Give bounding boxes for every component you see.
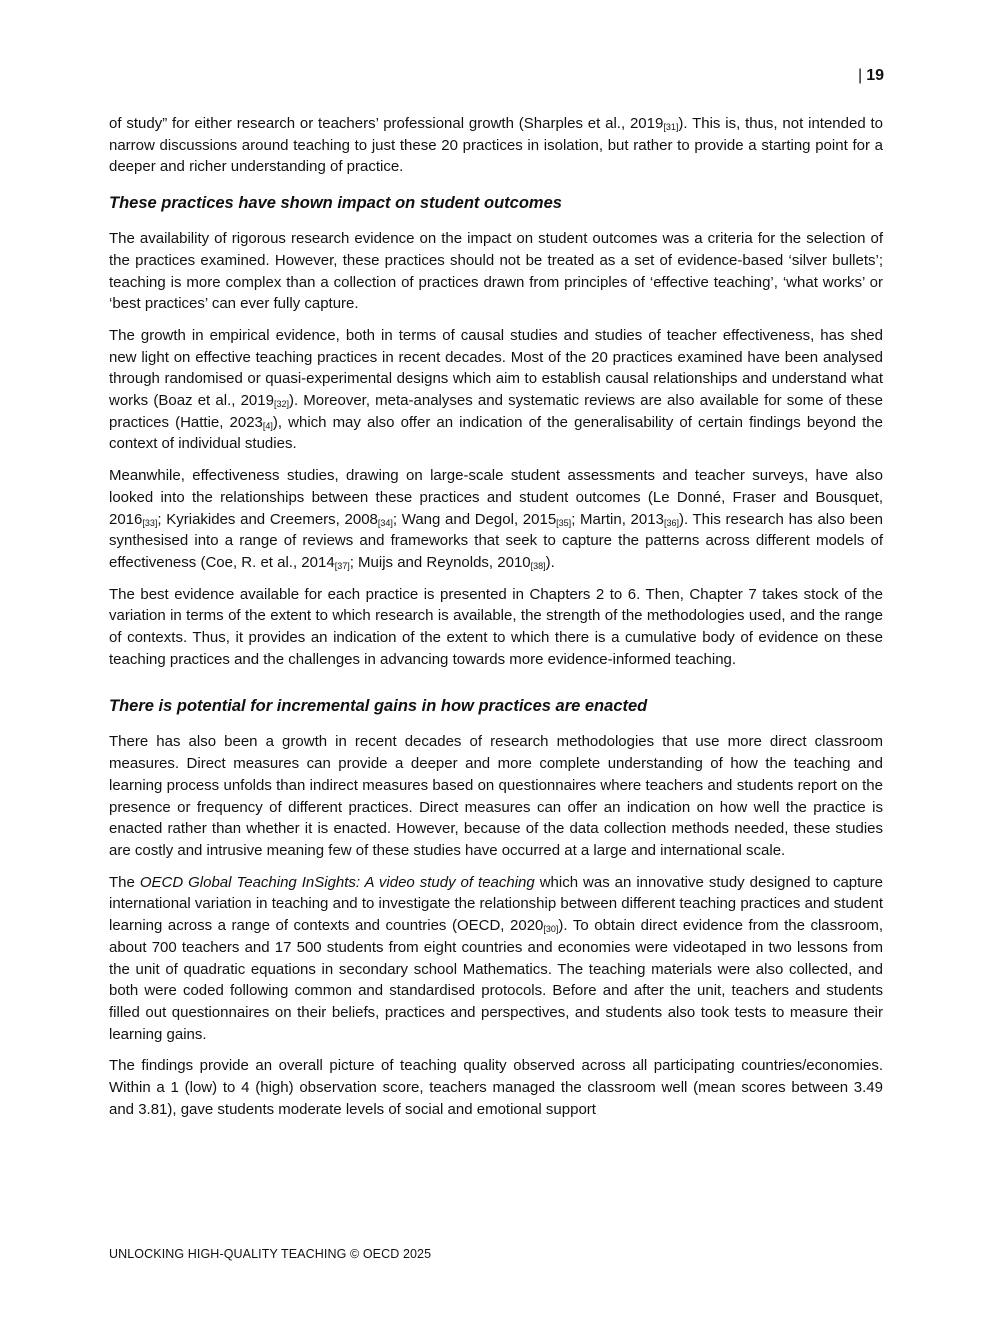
paragraph-6: There has also been a growth in recent decades of research methodologies that use more direct classroom measures. Direct measures can provide a deeper and more complete understanding of how the teaching and learning process unfolds than indirect measures based on questionnaires where teachers and students report on the presence or frequency of different practices. Direct measures can offer an indication on how well the practice is enacted rather than whether it is enacted. However, because of the data collection methods needed, these studies are costly and intrusive meaning few of these studies have occurred at a large and international scale. [109,733,883,859]
citation-ref[interactable]: [4] [262,420,273,431]
paragraph-4: Meanwhile, effectiveness studies, drawing on large-scale student assessments and teacher surveys, have also looked into the relationships between these practices and student outcomes (Le Donné, Fraser and Bousquet, $2016_{[33]}$; Kyriakides and Creemers, $2008_{[34]}$; Wang and Degol, $2015_{[35]}$; Martin, $2013_{[36]}$). This research has also been synthesised into a range of reviews and frameworks that seek to capture the patterns across different models of effectiveness (Coe, R. et al., $2014_{[37]}$; Muijs and Reynolds, $2010_{[38]}$). [109,467,884,571]
page-footer: UNLOCKING HIGH-QUALITY TEACHING © OECD 2025 [109,1247,432,1261]
paragraph-5: The best evidence available for each practice is presented in Chapters 2 to 6. Then, Chapter 7 takes stock of the variation in terms of the extent to which research is available, the strength of the methodologies used, and the range of contexts. Thus, it provides an indication of the extent to which there is a cumulative body of evidence on these teaching practices and the challenges in advancing towards more evidence-informed teaching. [109,585,883,668]
paragraph-8: The findings provide an overall picture of teaching quality observed across all participating countries/economies. Within a 1 (low) to 4 (high) observation score, teachers managed the classroom well (mean scores between 3.49 and 3.81), gave students moderate levels of social and emotional support [109,1057,883,1118]
page-body [109,113,883,1130]
citation-ref[interactable]: [30] [543,924,559,935]
paragraph-2: The availability of rigorous research evidence on the impact on student outcomes was a criteria for the selection of the practices examined. However, these practices should not be treated as a set of evidence-based ‘silver bullets’; teaching is more complex than a collection of practices drawn from principles of ‘effective teaching’, ‘what works’ or ‘best practices’ can ever fully capture. [109,230,883,313]
citation-ref[interactable]: [33] [142,517,158,528]
paragraph-3: The growth in empirical evidence, both in terms of causal studies and studies of teacher effectiveness, has shed new light on effective teaching practices in recent decades. Most of the 20 practices examined have been analysed through randomised or quasi-experimental designs which aim to establish causal relationships and understand what works (Boaz et al., $2019_{[32]}$). Moreover, meta-analyses and systematic reviews are also available for some of these practices (Hattie, $2023_{[4]}$), which may also offer an indication of the generalisability of certain findings beyond the context of individual studies. [109,326,883,453]
citation-ref[interactable]: [34] [377,517,393,528]
page-number: | 19 [858,67,884,84]
section-heading-impact: These practices have shown impact on student outcomes [109,194,562,213]
citation-ref[interactable]: [32] [273,399,289,410]
citation-ref[interactable]: [37] [334,560,350,571]
section-heading-incremental-gains: There is potential for incremental gains in how practices are enacted [109,697,648,716]
paragraph-1: of study” for either research or teachers’ professional growth (Sharples et al., $2019_{[31]}$). This is, thus, not intended to narrow discussions around teaching to just these 20 practices in isolation, but rather to provide a starting point for a deeper and richer understanding of practice. [109,115,884,176]
citation-ref[interactable]: [38] [530,560,546,571]
citation-ref[interactable]: [31] [663,122,679,132]
citation-ref[interactable]: [35] [556,517,572,528]
paragraph-7: The OECD Global Teaching InSights: A video study of teaching which was an innovative study designed to capture international variation in teaching and to investigate the relationship between different teaching practices and student learning across a range of contexts and countries (OECD, $2020_{[30]}$). To obtain direct evidence from the classroom, about 700 teachers and 17 500 students from eight countries and economies were videotaped in two lessons from the unit of quadratic equations in secondary school Mathematics. The teaching materials were also collected, and both were coded following common and standardised protocols. Before and after the unit, teachers and students filled out questionnaires on their beliefs, practices and perspectives, and students also took tests to measure their learning gains. [109,873,883,1043]
citation-ref[interactable]: [36] [663,517,679,528]
page-number-value: 19 [866,67,884,84]
study-title: OECD Global Teaching InSights: A video study of teaching [139,873,535,891]
